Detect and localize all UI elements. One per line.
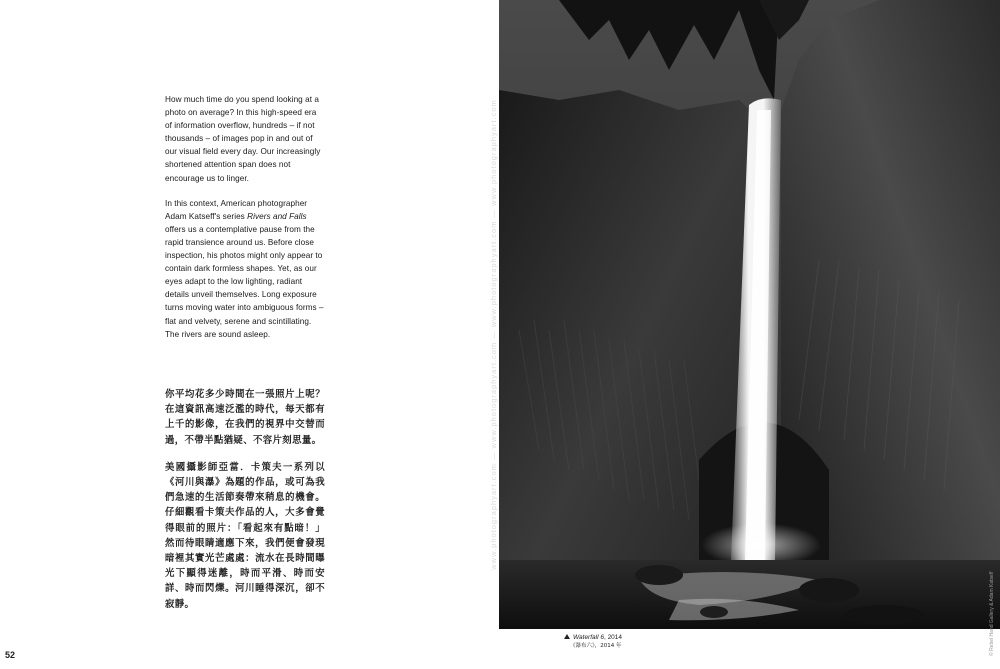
page-number: 52 — [5, 650, 16, 660]
watermark-text: www.photographyart.com — www.photographyart.com — www.photographyart.com — www.photographyart.com — [489, 99, 498, 570]
chinese-paragraph-2: 美國攝影師亞當．卡策夫一系列以《河川與瀑》為題的作品，或可為我們急速的生活節奏帶來稍息的機會。仔細觀看卡策夫作品的人，大多會覺得眼前的照片：「看起來有點暗！」然而待眼睛適應下來，我們便會發現暗裡其實光芒處處：流水在長時間曝光下顯得迷離，時而平滑、時而安詳、時而閃爍。河川睡得深沉，卻不寂靜。 — [165, 461, 325, 610]
english-paragraph-2-start: In this context, American photographer Adam Katseff's series — [165, 198, 308, 221]
english-article — [165, 93, 325, 353]
english-paragraph-2-end: offers us a contemplative pause from the rapid transience around us. Before close inspection, his photos might only appear to contain dark formless shapes. Yet, as our eyes adapt to the low lighting, radiant details unveil themselves. Long exposure turns moving water into ambiguous forms – flat and velvety, serene and scintillating. The rivers are sound asleep. — [165, 224, 324, 339]
english-paragraph-2 — [165, 197, 325, 341]
photo-caption — [564, 633, 622, 651]
caption-title: Waterfall 6 — [573, 634, 604, 641]
english-paragraph-1: How much time do you spend looking at a photo on average? In this high-speed era of information overflow, hundreds – if not thousands – of images pop in and out of our visual field every day. Our increasingly shortened attention span does not encourage us to linger. — [165, 95, 321, 183]
caption-triangle-icon — [564, 634, 570, 639]
caption-year: , 2014 — [603, 634, 623, 641]
waterfall-photo — [499, 0, 1000, 629]
chinese-paragraph-1: 你平均花多少時間在一張照片上呢？在這資訊高速泛濫的時代，每天都有上千的影像，在我們的視界中交替而過，不帶半點猶疑、不容片刻思量。 — [165, 389, 325, 446]
series-title: Rivers and Falls — [247, 211, 307, 221]
photo-credit-text: © Rebel Hand Gallery & Adam Katseff — [989, 571, 995, 656]
gutter-watermark — [489, 0, 499, 669]
chinese-article — [165, 387, 325, 624]
caption-line-zh: 《瀑布六》，2014 年 — [570, 643, 622, 649]
caption-line-en — [564, 633, 622, 642]
waterfall-image — [499, 0, 1000, 629]
